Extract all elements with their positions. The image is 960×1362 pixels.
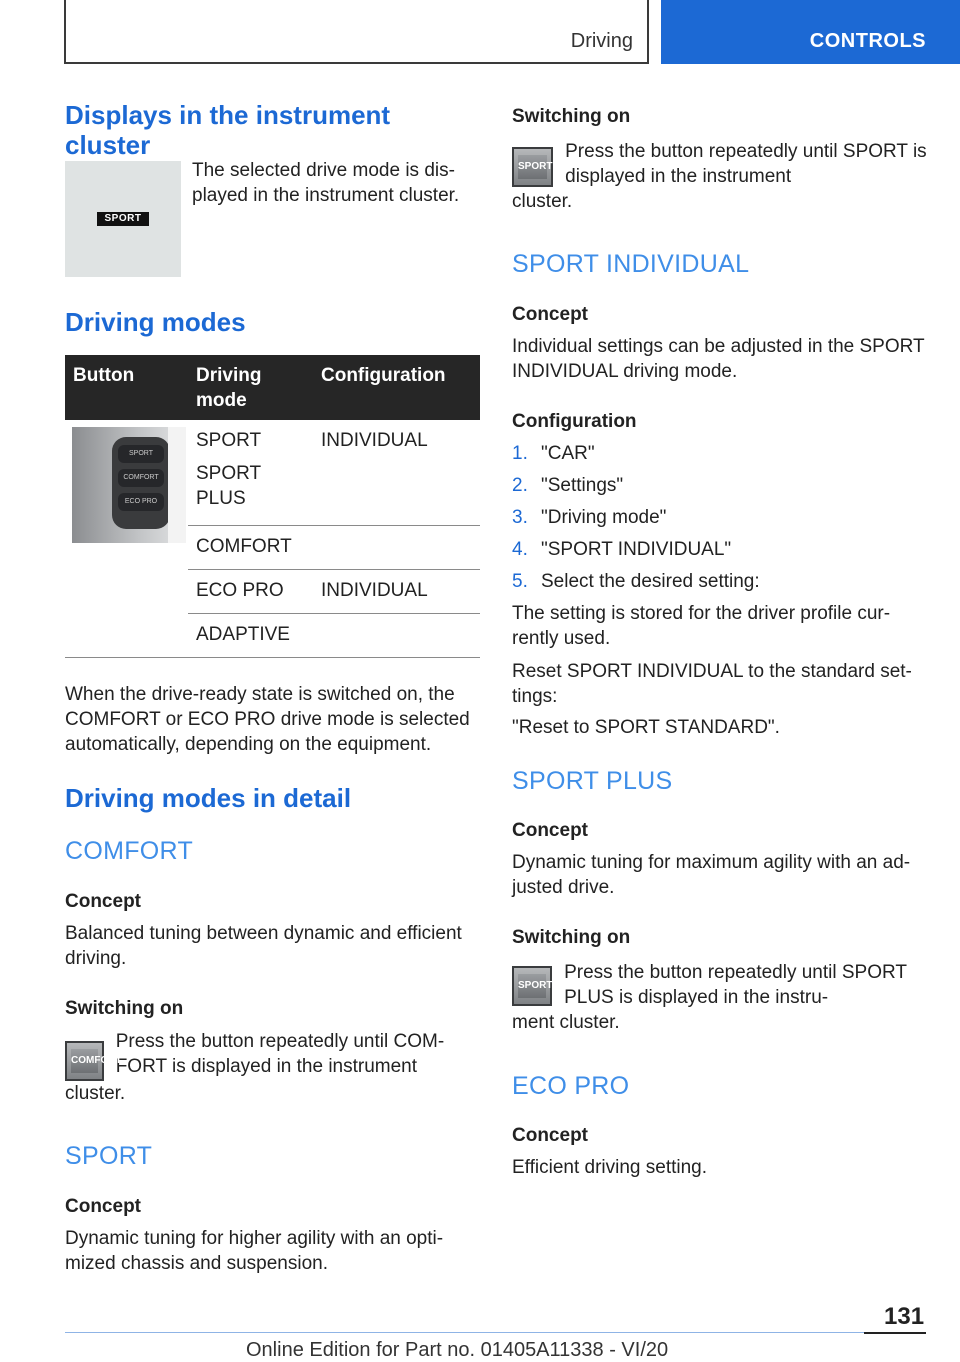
- sport-plus-button-icon: SPORT: [512, 966, 552, 1006]
- sport-individual-concept-label: Concept: [512, 304, 588, 325]
- mode-cell-eco-pro: ECO PRO: [188, 570, 313, 614]
- displays-text: The selected drive mode is dis-played in the instrument cluster.: [192, 160, 460, 206]
- wheel-eco-pro-button: ECO PRO: [118, 493, 164, 511]
- list-item: 3. "Driving mode": [512, 507, 667, 528]
- header-section-title: Driving: [570, 30, 633, 52]
- steering-wheel-buttons-image: [72, 427, 186, 543]
- sport-plus-switch-row: [512, 960, 932, 1010]
- table-header-configuration: Configuration: [313, 355, 480, 420]
- comfort-concept-text: Balanced tuning between dynamic and efficient driving.: [65, 923, 462, 969]
- comfort-switch-tail: cluster.: [65, 1083, 126, 1104]
- drive-ready-text: When the drive-ready state is switched on, the COMFORT or ECO PRO drive mode is selected automatically, depending on the equipment.: [65, 684, 470, 755]
- reset-text: Reset SPORT INDIVIDUAL to the standard set-tings:: [512, 661, 912, 707]
- detail-heading: Driving modes in detail: [65, 783, 352, 813]
- list-item: 1. "CAR": [512, 443, 595, 464]
- sport-plus-concept-text: Dynamic tuning for maximum agility with an ad-justed drive.: [512, 852, 911, 898]
- sport-individual-config-label: Configuration: [512, 411, 637, 432]
- config-cell-sport: INDIVIDUAL: [313, 420, 480, 526]
- driving-modes-table: [65, 355, 480, 658]
- sport-display-chip: SPORT: [97, 212, 149, 226]
- sport-switch-label: Switching on: [512, 106, 631, 127]
- sport-button-icon: SPORT: [512, 147, 553, 187]
- page-number: 131: [884, 1303, 925, 1330]
- comfort-switch-label: Switching on: [65, 998, 184, 1019]
- sport-concept-label: Concept: [65, 1196, 141, 1217]
- sport-individual-concept-text: Individual settings can be adjusted in the SPORT INDIVIDUAL driving mode.: [512, 336, 925, 382]
- header-section-box: [64, 0, 649, 64]
- sport-plus-switch-text: Press the button repeatedly until SPORT PLUS is displayed in the instru-: [564, 962, 907, 1008]
- sport-switch-tail: cluster.: [512, 191, 573, 212]
- sport-plus-switch-label: Switching on: [512, 927, 631, 948]
- mode-cell-sport-plus: SPORT PLUS: [196, 463, 261, 509]
- comfort-switch-row: [65, 1029, 480, 1081]
- list-item: 2. "Settings": [512, 475, 624, 496]
- modes-heading: Driving modes: [65, 307, 246, 337]
- right-column: [512, 100, 932, 1180]
- header-chapter-tab: [661, 0, 960, 64]
- wheel-comfort-button: COMFORT: [118, 469, 164, 487]
- displays-block: [65, 161, 480, 277]
- sport-individual-heading: SPORT INDIVIDUAL: [512, 250, 750, 278]
- list-item: 5. Select the desired setting:: [512, 571, 760, 592]
- sport-plus-concept-label: Concept: [512, 820, 588, 841]
- table-row: [65, 420, 480, 526]
- instrument-cluster-image: [65, 161, 181, 277]
- wheel-sport-button: SPORT: [118, 445, 164, 463]
- eco-pro-heading: ECO PRO: [512, 1072, 630, 1100]
- footer-edition-text: Online Edition for Part no. 01405A11338 - VI/20: [246, 1339, 669, 1361]
- config-cell-comfort: [313, 526, 480, 570]
- reset-value: "Reset to SPORT STANDARD".: [512, 717, 780, 738]
- mode-cell-sport: SPORT SPORT PLUS: [188, 420, 313, 526]
- eco-pro-concept-label: Concept: [512, 1125, 588, 1146]
- setting-stored-text: The setting is stored for the driver profile cur-rently used.: [512, 603, 891, 649]
- footer-divider: [65, 1332, 864, 1333]
- table-header-mode: Driving mode: [188, 355, 313, 420]
- left-column: [65, 100, 480, 1276]
- displays-heading: Displays in the instrument cluster: [65, 100, 391, 160]
- sport-plus-heading: SPORT PLUS: [512, 767, 673, 795]
- eco-pro-concept-text: Efficient driving setting.: [512, 1157, 708, 1178]
- sport-concept-text: Dynamic tuning for higher agility with an opti-mized chassis and suspension.: [65, 1228, 444, 1274]
- mode-cell-comfort: COMFORT: [188, 526, 313, 570]
- comfort-button-icon: COMFORT: [65, 1041, 104, 1081]
- table-header-button: Button: [65, 355, 188, 420]
- sport-switch-row: [512, 139, 932, 189]
- sport-plus-switch-tail: ment cluster.: [512, 1012, 620, 1033]
- sport-switch-text: Press the button repeatedly until SPORT is displayed in the instrument: [565, 141, 927, 187]
- config-cell-eco-pro: INDIVIDUAL: [313, 570, 480, 614]
- sport-heading: SPORT: [65, 1142, 153, 1170]
- button-image-cell: [65, 420, 188, 658]
- header-chapter-title: CONTROLS: [809, 30, 926, 52]
- comfort-heading: COMFORT: [65, 837, 194, 865]
- config-cell-adaptive: [313, 614, 480, 658]
- list-item: 4. "SPORT INDIVIDUAL": [512, 539, 732, 560]
- configuration-steps: [512, 441, 932, 594]
- mode-cell-adaptive: ADAPTIVE: [188, 614, 313, 658]
- footer-divider-accent: [864, 1332, 926, 1334]
- comfort-concept-label: Concept: [65, 891, 141, 912]
- comfort-switch-text: Press the button repeatedly until COM-FORT is displayed in the instrument: [115, 1031, 445, 1077]
